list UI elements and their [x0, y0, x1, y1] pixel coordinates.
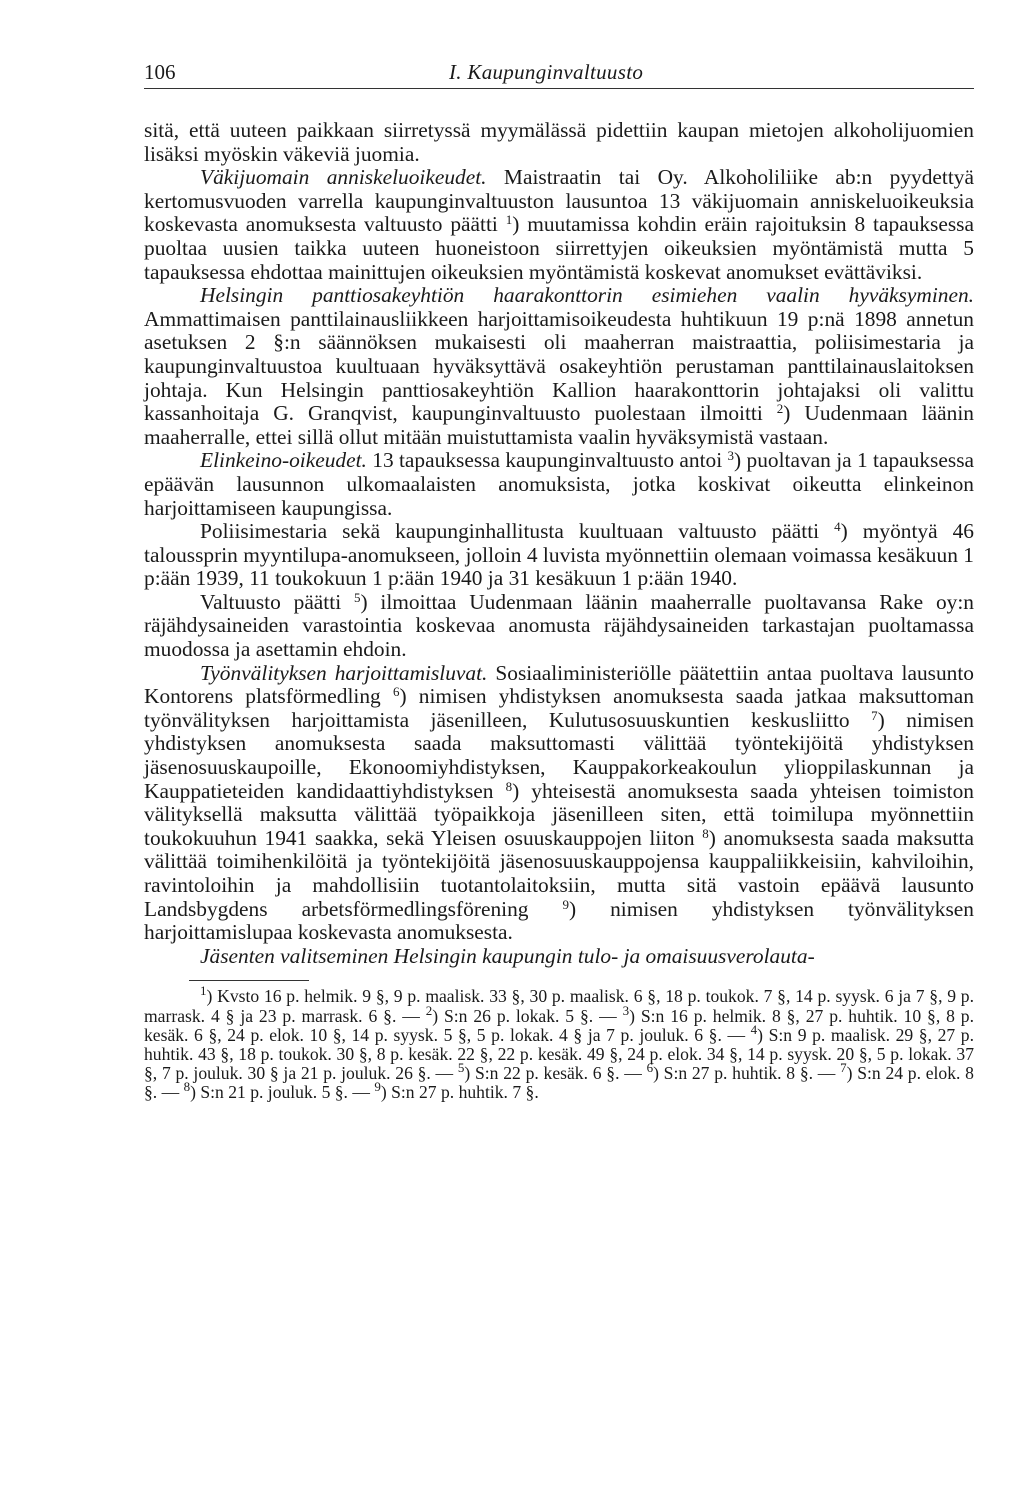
section-title: Työnvälityksen harjoittamisluvat. — [200, 660, 488, 685]
footnote-marker: 6 — [646, 1060, 654, 1076]
paragraph: Poliisimestaria sekä kaupunginhallitusta kuultuaan valtuusto päätti $^4$) myöntyä 46 taloussprin myyntilupa-anomukseen, jolloin 4 luvista myönnettiin olemaan voimassa kesäkuun 1 p:ään 1939, 11 toukokuun 1 p:ään 1940 ja 31 kesäkuun 1 p:ään 1940. — [144, 519, 974, 591]
section-title: Jäsenten valitseminen Helsingin kaupungin tulo- ja omaisuusverolauta- — [200, 943, 815, 968]
footnotes — [144, 983, 975, 1103]
footnote-ref: 5 — [353, 589, 361, 605]
footnote-ref: 2 — [776, 401, 784, 417]
paragraph: sitä, että uuteen paikkaan siirretyssä myymälässä pidettiin kaupan mietojen alkoholijuomien lisäksi myöskin väkeviä juomia. — [144, 118, 974, 166]
footnote-divider — [189, 980, 309, 981]
footnote-marker: 7 — [840, 1060, 847, 1076]
section-title: Elinkeino-oikeudet. — [200, 448, 367, 473]
paragraph: Helsingin panttiosakeyhtiön haarakonttorin esimiehen vaalin hyväksyminen. Ammattimaisen panttilainausliikkeen harjoittamisoikeudesta huhtikuun 19 p:nä 1898 annetun asetuksen 2 §:n säännöksen mukaisesti oli maaherran maistraattia, poliisimestaria ja kaupunginvaltuustoa kuultuaan hyväksyttävä osakeyhtiön perustaman panttilainauslaitoksen johtaja. Kun Helsingin panttiosakeyhtiön Kallion haarakonttorin johtajaksi oli valittu kassanhoitaja G. Granqvist, kaupunginvaltuusto puolestaan ilmoitti $^2$) Uudenmaan läänin maaherralle, ettei sillä ollut mitään muistuttamista vaalin hyväksymistä vastaan. — [144, 283, 974, 449]
footnote-marker: 5 — [457, 1060, 465, 1076]
footnote-marker: 4 — [750, 1021, 758, 1037]
footnote-ref: 1 — [505, 212, 513, 228]
footnote-ref: 8 — [505, 778, 513, 794]
footnote-marker: 8 — [183, 1079, 191, 1095]
footnote-ref: 9 — [562, 896, 569, 912]
footnote-block: $^1$) Kvsto 16 p. helmik. 9 §, 9 p. maalisk. 33 §, 30 p. maalisk. 6 §, 18 p. toukok. 7 §, 14 p. syysk. 6 ja 7 §, 9 p. marrask. 4 § ja 23 p. marrask. 6 §. — $^2$) S:n 26 p. lokak. 5 §. — $^3$) S:n 16 p. helmik. 8 §, 27 p. huhtik. 10 §, 8 p. kesäk. 6 §, 24 p. elok. 10 §, 14 p. syysk. 5 §, 5 p. lokak. 4 § ja 7 p. jouluk. 6 §. — $^4$) S:n 9 p. maalisk. 29 §, 27 p. huhtik. 43 §, 18 p. toukok. 30 §, 8 p. kesäk. 22 §, 22 p. kesäk. 49 §, 24 p. elok. 34 §, 14 p. syysk. 20 §, 5 p. lokak. 37 §, 7 p. jouluk. 30 § ja 21 p. jouluk. 26 §. — $^5$) S:n 22 p. kesäk. 6 §. — $^6$) S:n 27 p. huhtik. 8 §. — $^7$) S:n 24 p. elok. 8 §. — $^8$) S:n 21 p. jouluk. 5 §. — $^9$) S:n 27 p. huhtik. 7 §. — [144, 983, 975, 1103]
paragraph — [144, 945, 974, 969]
footnote-marker: 9 — [374, 1079, 381, 1095]
section-title: Helsingin panttiosakeyhtiön haarakonttorin esimiehen vaalin hyväksyminen. — [200, 283, 974, 308]
footnote-marker: 1 — [200, 983, 207, 999]
footnote-ref: 6 — [392, 684, 400, 700]
page-header — [144, 54, 974, 89]
section-title: Väkijuomain anniskeluoikeudet. — [200, 165, 487, 190]
paragraph: Elinkeino-oikeudet. 13 tapauksessa kaupunginvaltuusto antoi $^3$) puoltavan ja 1 tapauksessa epäävän lausunnon ulkomaalaisten anomuksista, jotka koskivat oikeutta elinkeinon harjoittamiseen kaupungissa. — [144, 448, 975, 520]
footnote-marker: 3 — [622, 1002, 630, 1018]
footnote-ref: 3 — [727, 448, 735, 464]
running-title: I. Kaupunginvaltuusto — [449, 60, 644, 84]
page-number: 106 — [144, 60, 176, 84]
paragraph: Väkijuomain anniskeluoikeudet. Maistraatin tai Oy. Alkoholiliike ab:n pyydettyä kertomusvuoden varrella kaupunginvaltuuston lausuntoa 13 väkijuomain anniskeluoikeuksia koskevasta anomuksesta valtuusto päätti $^1$) muutamissa kohdin eräin rajoituksin 8 tapauksessa puoltaa uusien taikka uuteen huoneistoon siirrettyjen oikeuksien myöntämistä mutta 5 tapauksessa ehdottaa mainittujen oikeuksien myöntämistä koskevat anomukset evättäviksi. — [144, 165, 974, 284]
paragraph: Työnvälityksen harjoittamisluvat. Sosiaaliministeriölle päätettiin antaa puoltava lausunto Kontorens platsförmedling $^6$) nimisen yhdistyksen anomuksesta saada jatkaa maksuttoman työnvälityksen harjoittamista jäsenilleen, Kulutusosuuskuntien keskusliitto $^7$) nimisen yhdistyksen anomuksesta saada maksuttomasti välittää työntekijöitä yhdistyksen jäsenosuuskaupoille, Ekonoomiyhdistyksen, Kauppakorkeakoulun ylioppilaskunnan ja Kauppatieteiden kandidaattiyhdistyksen $^8$) yhteisestä anomuksesta saada yhteisen toimiston välityksellä maksutta välittää työpaikkoja jäsenilleen siten, että toimilupa myönnettiin toukokuuhun 1941 saakka, sekä Yleisen osuuskauppojen liiton $^8$) anomuksesta saada maksutta välittää toimihenkilöitä ja työntekijöitä jäsenosuuskauppojensa kauppaliikkeisiin, kahviloihin, ravintoloihin ja mahdollisiin tuotantolaitoksiin, mutta sitä vastoin epäävä lausunto Landsbygdens arbetsförmedlingsförening $^9$) nimisen yhdistyksen työnvälityksen harjoittamislupaa koskevasta anomuksesta. — [144, 660, 974, 945]
footnote-ref: 7 — [871, 707, 878, 723]
paragraph: Valtuusto päätti $^5$) ilmoittaa Uudenmaan läänin maaherralle puoltavansa Rake oy:n räjähdysaineiden varastointia koskevaa anomusta räjähdysaineiden tarkastajan puoltamassa muodossa ja asettamin ehdoin. — [144, 589, 974, 662]
document-page — [144, 54, 974, 1103]
footnote-ref: 8 — [702, 825, 709, 841]
body-text — [144, 119, 974, 968]
footnote-marker: 2 — [425, 1002, 433, 1018]
footnote-ref: 4 — [834, 519, 841, 535]
